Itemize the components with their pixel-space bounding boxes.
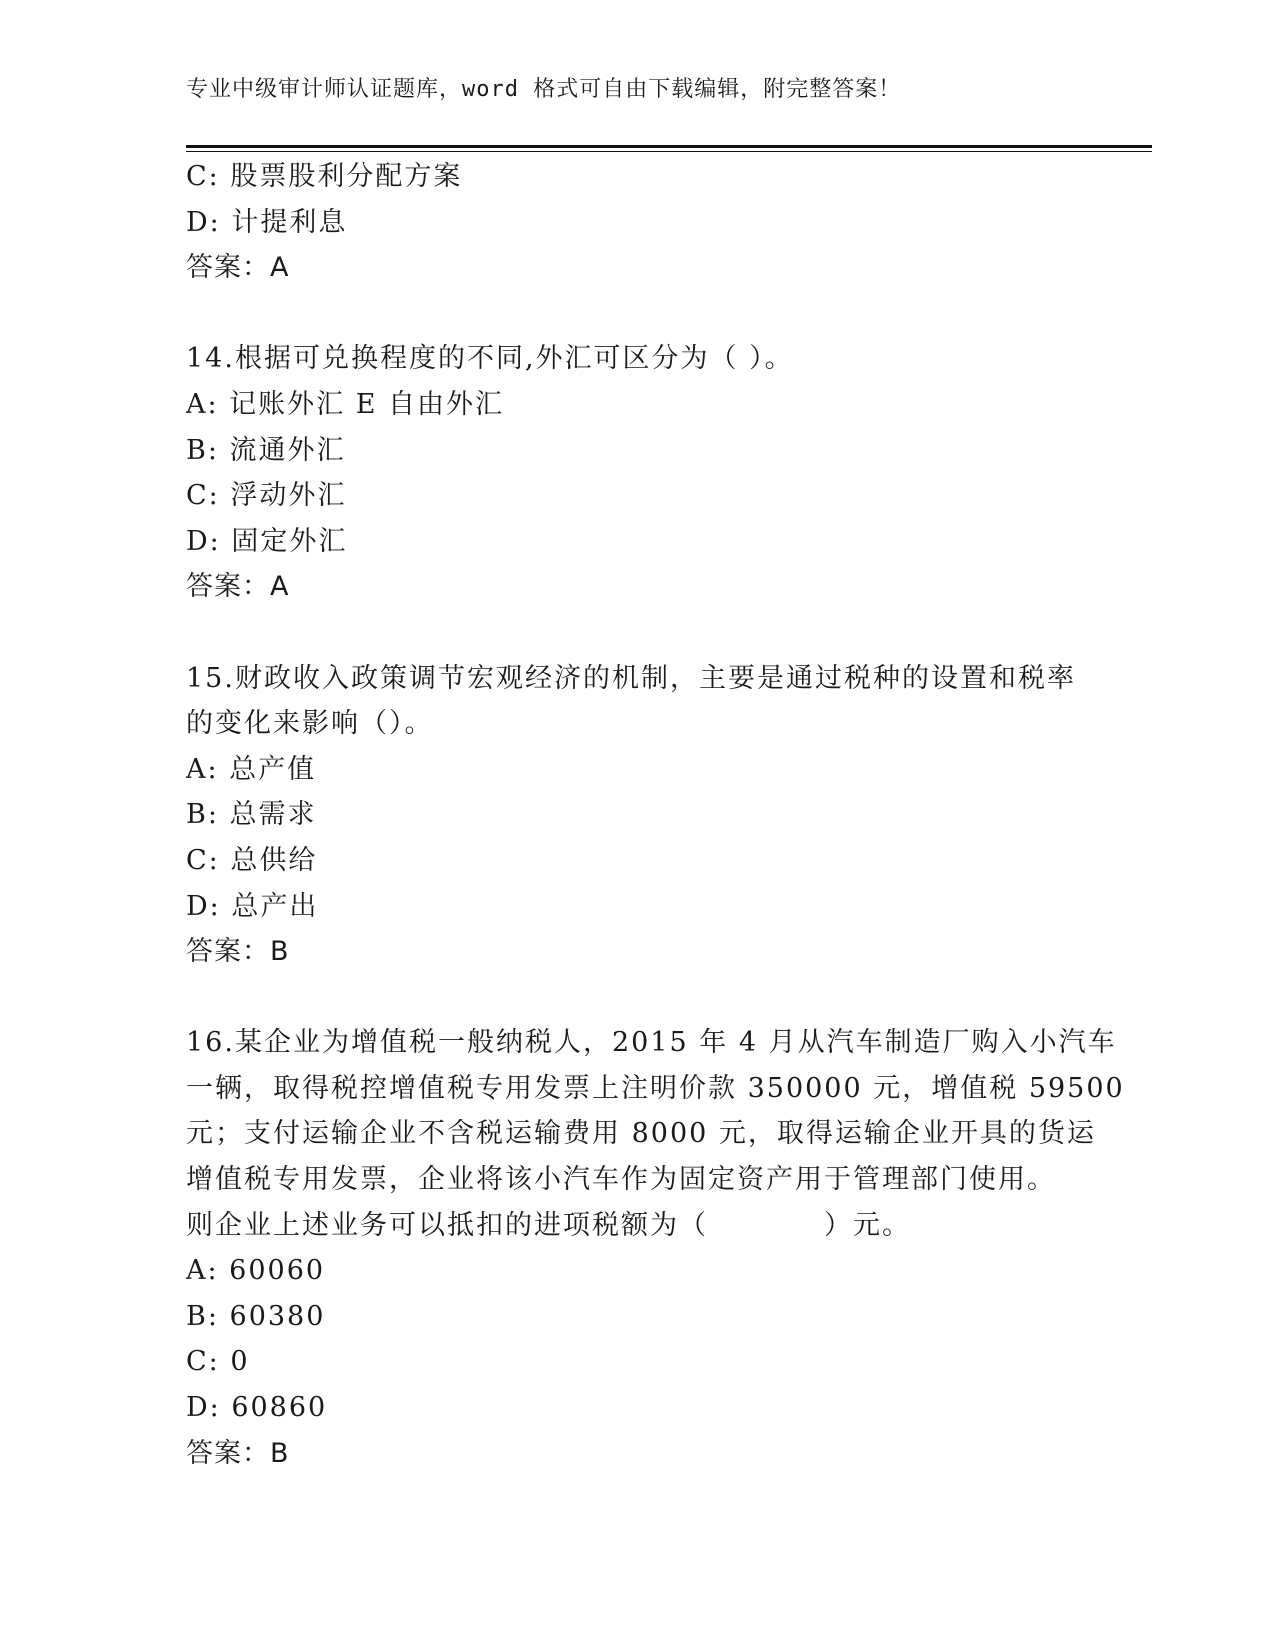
header-rule-thick (186, 145, 1152, 148)
question-16 (186, 1020, 1125, 1476)
answer: 答案：A (186, 252, 290, 284)
header-rule-thin (186, 151, 1152, 152)
option-c: C: 0 (186, 1346, 250, 1378)
question-stem: 增值税专用发票，企业将该小汽车作为固定资产用于管理部门使用。 (186, 1164, 1056, 1196)
option-c: C: 浮动外汇 (186, 480, 347, 512)
question-15 (186, 656, 1086, 975)
option-b: B: 流通外汇 (186, 434, 346, 466)
spacer (186, 610, 1086, 656)
document-body (186, 154, 1125, 1476)
option-a: A: 记账外汇 E 自由外汇 (186, 388, 505, 420)
answer: 答案：B (186, 1437, 290, 1469)
option-d: D: 60860 (186, 1392, 328, 1424)
option-b: B: 60380 (186, 1300, 326, 1332)
question-stem: 15.财政收入政策调节宏观经济的机制，主要是通过税种的设置和税率 (186, 662, 1076, 694)
question-stem: 的变化来影响（）。 (186, 708, 434, 740)
spacer (186, 975, 1086, 1021)
spacer (186, 291, 1086, 337)
option-a: A: 总产值 (186, 753, 317, 785)
answer: 答案：B (186, 936, 290, 968)
question-stem: 元；支付运输企业不含税运输费用 8000 元，取得运输企业开具的货运 (186, 1118, 1096, 1150)
option-a: A: 60060 (186, 1255, 326, 1287)
question-14 (186, 336, 1086, 610)
question-stem: 14.根据可兑换程度的不同,外汇可区分为（ ）。 (186, 343, 794, 375)
option-c: C: 股票股利分配方案 (186, 161, 463, 192)
option-d: D: 固定外汇 (186, 525, 348, 557)
question-stem: 一辆，取得税控增值税专用发票上注明价款 350000 元，增值税 59500 (186, 1072, 1125, 1104)
question-stem: 则企业上述业务可以抵扣的进项税额为（ ）元。 (186, 1209, 911, 1241)
option-d: D: 总产出 (186, 890, 319, 922)
option-c: C: 总供给 (186, 844, 318, 876)
question-stem: 16.某企业为增值税一般纳税人，2015 年 4 月从汽车制造厂购入小汽车 (186, 1027, 1117, 1059)
option-d: D: 计提利息 (186, 206, 348, 238)
page-header: 专业中级审计师认证题库，word 格式可自由下载编辑，附完整答案！ (186, 77, 902, 102)
answer: 答案：A (186, 571, 290, 603)
question-13-tail (186, 154, 1086, 291)
option-b: B: 总需求 (186, 799, 317, 831)
